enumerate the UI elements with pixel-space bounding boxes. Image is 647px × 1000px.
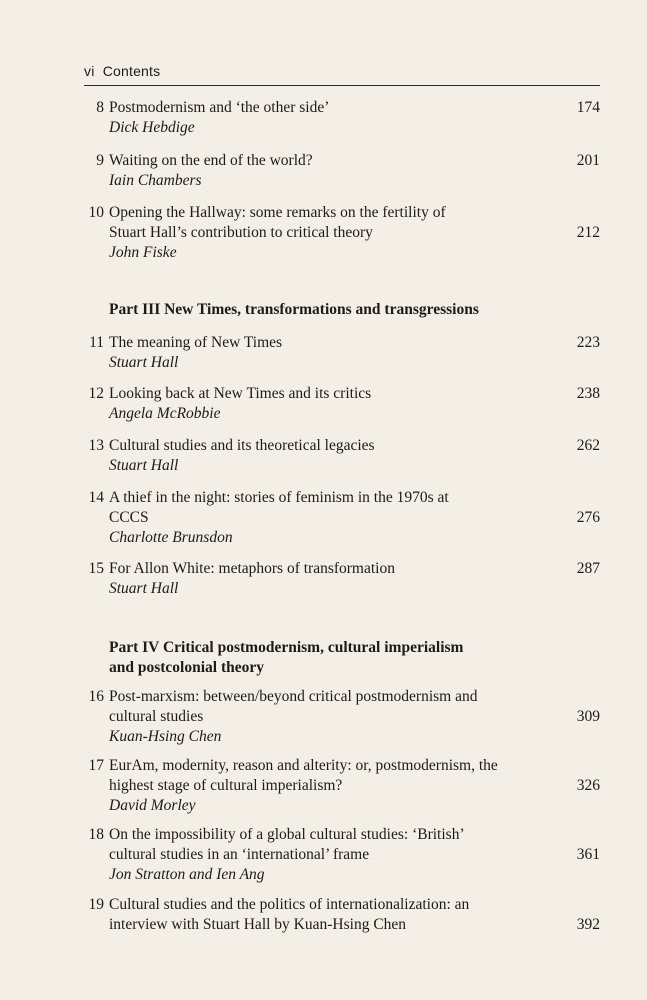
chapter-title: Opening the Hallway: some remarks on the fertility of	[109, 204, 446, 221]
chapter-title: Cultural studies and its theoretical legacies	[109, 437, 375, 454]
chapter-author: Angela McRobbie	[109, 405, 221, 422]
chapter-title: Looking back at New Times and its critics	[109, 385, 372, 402]
chapter-number: 11	[89, 334, 104, 351]
page-number: 238	[576, 385, 600, 402]
section-title: Contents	[102, 63, 161, 79]
chapter-number: 18	[88, 826, 104, 843]
chapter-title: The meaning of New Times	[109, 334, 283, 351]
page-number: 174	[576, 99, 600, 116]
chapter-number: 19	[88, 896, 104, 913]
page-number: 223	[576, 334, 600, 351]
chapter-number: 16	[88, 688, 104, 705]
running-head	[84, 63, 160, 79]
chapter-title: On the impossibility of a global cultural studies: ‘British’	[109, 826, 465, 843]
part-title-cont: and postcolonial theory	[109, 659, 265, 676]
chapter-number: 15	[88, 560, 104, 577]
chapter-title-cont: cultural studies	[109, 708, 204, 725]
chapter-number: 17	[88, 757, 104, 774]
page-number: 212	[576, 224, 600, 241]
chapter-number: 8	[96, 99, 104, 116]
page-number: 326	[576, 777, 600, 794]
chapter-author: Dick Hebdige	[109, 119, 195, 136]
chapter-title: Waiting on the end of the world?	[109, 152, 313, 169]
chapter-title: For Allon White: metaphors of transformation	[109, 560, 395, 577]
chapter-number: 13	[88, 437, 104, 454]
page-number: 287	[576, 560, 600, 577]
part-heading	[109, 300, 569, 320]
chapter-title-cont: highest stage of cultural imperialism?	[109, 777, 343, 794]
chapter-number: 12	[88, 385, 104, 402]
header-rule	[84, 85, 600, 86]
chapter-author: Kuan-Hsing Chen	[109, 728, 222, 745]
chapter-number: 10	[88, 204, 104, 221]
page-number: 262	[576, 437, 600, 454]
chapter-author: Iain Chambers	[109, 172, 202, 189]
part-title: Part III New Times, transformations and transgressions	[109, 301, 479, 318]
page-number: 392	[576, 916, 600, 933]
part-heading	[109, 638, 569, 678]
chapter-title-cont: interview with Stuart Hall by Kuan-Hsing Chen	[109, 916, 407, 933]
chapter-title-cont: Stuart Hall’s contribution to critical theory	[109, 224, 373, 241]
chapter-title: Cultural studies and the politics of internationalization: an	[109, 896, 470, 913]
part-title: Part IV Critical postmodernism, cultural imperialism	[109, 639, 464, 656]
chapter-title-cont: cultural studies in an ‘international’ frame	[109, 846, 370, 863]
page-number: 309	[576, 708, 600, 725]
chapter-title: Postmodernism and ‘the other side’	[109, 99, 330, 116]
chapter-author: Stuart Hall	[109, 354, 179, 371]
chapter-author: Charlotte Brunsdon	[109, 529, 233, 546]
chapter-author: Stuart Hall	[109, 457, 179, 474]
chapter-number: 14	[88, 489, 104, 506]
chapter-author: John Fiske	[109, 244, 177, 261]
chapter-author: David Morley	[109, 797, 196, 814]
page-number: 276	[576, 509, 600, 526]
chapter-title-cont: CCCS	[109, 509, 149, 526]
page-number: 361	[576, 846, 600, 863]
page-number: vi	[84, 63, 95, 79]
chapter-title: Post-marxism: between/beyond critical postmodernism and	[109, 688, 478, 705]
page-number: 201	[576, 152, 600, 169]
chapter-author: Jon Stratton and Ien Ang	[109, 866, 265, 883]
chapter-number: 9	[96, 152, 104, 169]
chapter-author: Stuart Hall	[109, 580, 179, 597]
chapter-title: EurAm, modernity, reason and alterity: or, postmodernism, the	[109, 757, 498, 774]
chapter-title: A thief in the night: stories of feminism in the 1970s at	[109, 489, 449, 506]
